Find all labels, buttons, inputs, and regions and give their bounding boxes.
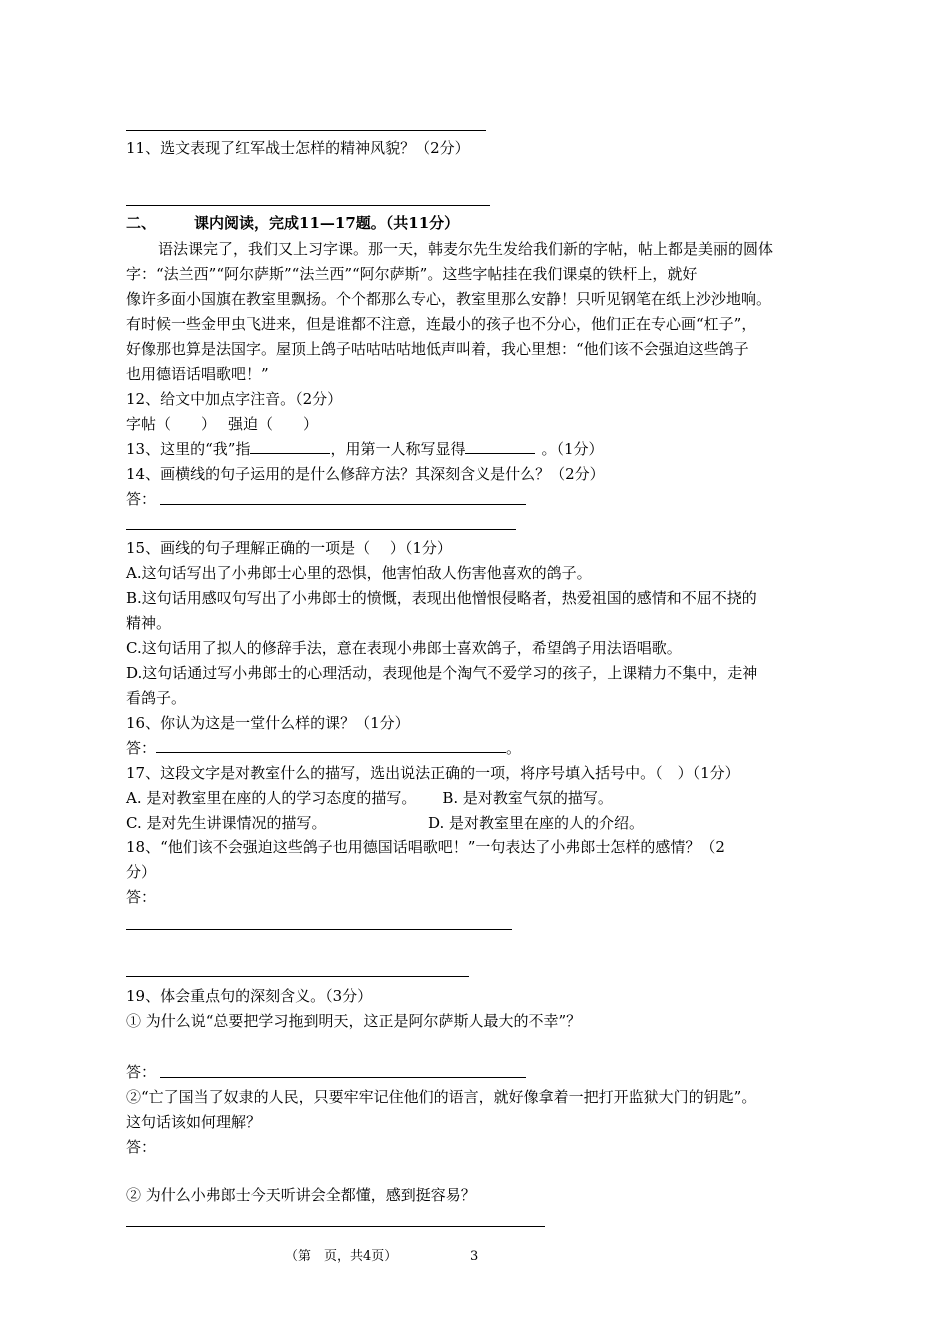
question-15: 15、画线的句子理解正确的一项是（ ）（1分）: [126, 539, 452, 557]
question-17-option-d: D. 是对教室里在座的人的介绍。: [428, 814, 645, 832]
passage-line: 好像那也算是法国字。屋顶上鸽子咕咕咕咕地低声叫着，我心里想：“他们该不会强迫这些鸽子: [126, 340, 749, 358]
answer-line[interactable]: [160, 504, 526, 505]
question-18: 18、“他们该不会强迫这些鸽子也用德国话唱歌吧！”一句表达了小弗郎士怎样的感情？（2: [126, 838, 725, 856]
section-number: 二、: [126, 214, 157, 232]
question-13: [126, 438, 604, 460]
option-b: B.这句话用感叹句写出了小弗郎士的愤慨，表现出他憎恨侵略者，热爱祖国的感情和不屈不挠的: [126, 589, 757, 607]
option-b: B. 是对教室气氛的描写。: [442, 789, 613, 807]
option-c: C.这句话用了拟人的修辞手法，意在表现小弗郎士喜欢鸽子，希望鸽子用法语唱歌。: [126, 639, 682, 657]
answer-line[interactable]: [160, 1077, 526, 1078]
question-13-text: 。（1分）: [541, 440, 604, 458]
option-b-cont: 精神。: [126, 614, 172, 632]
option-d: D.这句话通过写小弗郎士的心理活动，表现他是个淘气不爱学习的孩子，上课精力不集中，走神: [126, 664, 758, 682]
answer-label: 答：: [126, 490, 157, 508]
answer-label: 答：: [126, 888, 157, 906]
question-17-option-c: C. 是对先生讲课情况的描写。: [126, 814, 327, 832]
sub-question-3: ② 为什么小弗郎士今天听讲会全都懂，感到挺容易？: [126, 1186, 476, 1204]
answer-label: 答：: [126, 1063, 157, 1081]
question-16: 16、你认为这是一堂什么样的课？（1分）: [126, 714, 410, 732]
section-heading: [126, 212, 459, 234]
answer-line[interactable]: [126, 1226, 545, 1227]
answer-line[interactable]: [126, 529, 516, 530]
question-17: 17、这段文字是对教室什么的描写，选出说法正确的一项，将序号填入括号中。（ ）（1分）: [126, 764, 740, 782]
question-12-items: [126, 413, 318, 435]
answer-line[interactable]: [156, 738, 506, 753]
page-footer-label: （第 页，共4页）: [285, 1249, 398, 1264]
question-18-cont: 分）: [126, 863, 157, 881]
answer-line: [126, 205, 490, 206]
section-title: 课内阅读，完成11—17题。（共11分）: [194, 214, 460, 232]
option-a: A.这句话写出了小弗郎士心里的恐惧，他害怕敌人伤害他喜欢的鸽子。: [126, 564, 592, 582]
sub-question-2: ②“亡了国当了奴隶的人民，只要牢牢记住他们的语言，就好像拿着一把打开监狱大门的钥匙”。: [126, 1088, 757, 1106]
answer-line[interactable]: [126, 929, 512, 930]
answer-label: 答：: [126, 739, 157, 757]
question-13-text: 13、这里的“我”指: [126, 440, 251, 458]
option-d-cont: 看鸽子。: [126, 689, 187, 707]
question-16-answer: [126, 737, 521, 759]
answer-label: 答：: [126, 1138, 157, 1156]
passage-line: 像许多面小国旗在教室里飘扬。个个都那么专心，教室里那么安静！只听见钢笔在纸上沙沙地响。: [126, 290, 772, 308]
item-qiangpo: 强迫（ ）: [228, 415, 319, 433]
question-19: 19、体会重点句的深刻含义。（3分）: [126, 987, 373, 1005]
passage-line: 字：“法兰西”“阿尔萨斯”“法兰西”“阿尔萨斯”。这些字帖挂在我们课桌的铁杆上，就好: [126, 265, 698, 283]
question-17-row-1: [126, 787, 613, 809]
passage-line: 也用德语话唱歌吧！”: [126, 365, 269, 383]
question-11: 11、选文表现了红军战士怎样的精神风貌？（2分）: [126, 139, 470, 157]
fill-blank[interactable]: [250, 439, 330, 454]
fill-blank[interactable]: [465, 439, 535, 454]
answer-line[interactable]: [126, 976, 469, 977]
question-13-text: ，用第一人称写显得: [330, 440, 466, 458]
period: 。: [506, 739, 522, 757]
page-number: 3: [470, 1249, 479, 1264]
answer-line: [126, 130, 486, 131]
item-zitie: 字帖（ ）: [126, 415, 217, 433]
question-14: 14、画横线的句子运用的是什么修辞方法？其深刻含义是什么？（2分）: [126, 465, 605, 483]
option-a: A. 是对教室里在座的人的学习态度的描写。: [126, 789, 417, 807]
passage-line: 语法课完了，我们又上习字课。那一天，韩麦尔先生发给我们新的字帖，帖上都是美丽的圆体: [158, 240, 774, 258]
question-12: 12、给文中加点字注音。（2分）: [126, 390, 343, 408]
sub-question-1: ① 为什么说“总要把学习拖到明天，这正是阿尔萨斯人最大的不幸”？: [126, 1012, 582, 1030]
passage-line: 有时候一些金甲虫飞进来，但是谁都不注意，连最小的孩子也不分心，他们正在专心画“杠子”，: [126, 315, 757, 333]
sub-question-2-cont: 这句话该如何理解？: [126, 1113, 262, 1131]
